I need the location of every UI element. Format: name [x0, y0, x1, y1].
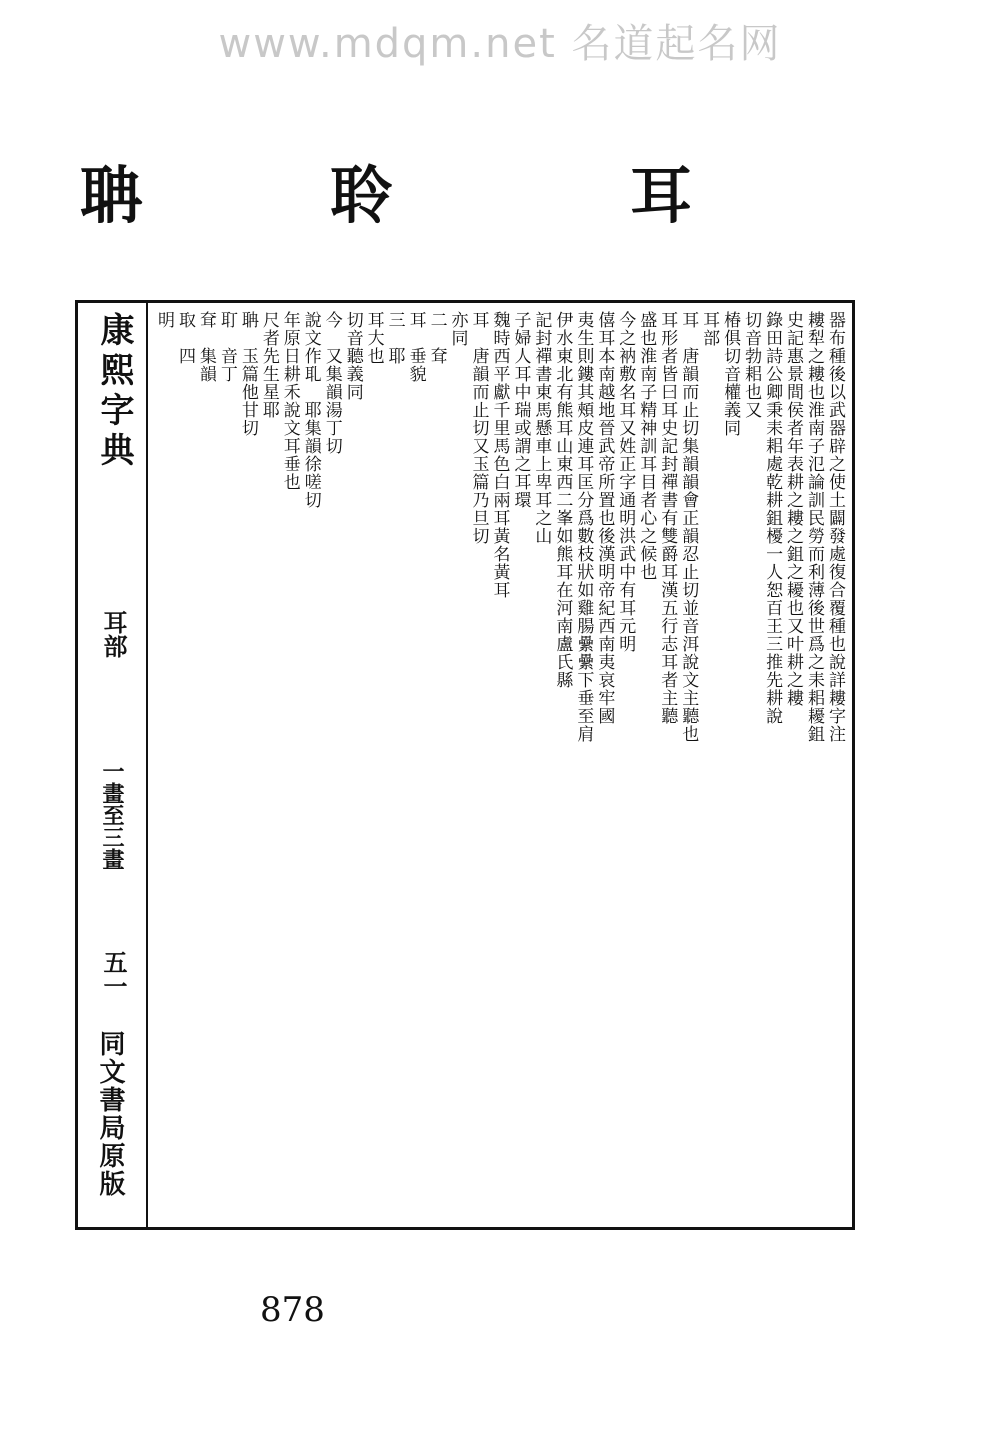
seal-glyph-1: 聃	[80, 159, 143, 232]
text-column: 今之衲敷名耳又姓正字通明洪武中有耳元明	[615, 311, 636, 653]
seal-glyph-3: 耳	[630, 159, 693, 232]
text-column: 聃 玉篇他甘切	[237, 311, 258, 437]
text-column: 器布種後以武器辟之使土闢發處復合覆種也說詳耬字注	[825, 311, 845, 743]
text-column: 取 四	[174, 311, 195, 365]
text-column: 今 又集韻湯丁切	[321, 311, 342, 455]
text-column: 三 耶	[384, 311, 405, 365]
text-column: 耳 唐韻而止切又玉篇乃旦切	[468, 311, 489, 545]
stroke-range: 一畫至三畫	[99, 760, 124, 870]
text-column: 記封禪書東馬懸車上卑耳之山	[531, 311, 552, 545]
text-column: 切音勃耜也又	[741, 311, 762, 419]
text-column: 史記惠景間侯者年表耕之耬之鉏之耰也又叶耕之耬	[783, 311, 804, 707]
text-column: 耳形者皆曰耳史記封禪書有雙爵耳漢五行志耳者主聽	[657, 311, 678, 725]
book-title: 康熙字典	[94, 312, 134, 472]
text-column: 椿俱切音權義同	[720, 311, 741, 437]
text-column: 亦同	[447, 311, 468, 347]
text-column: 耳 垂貌	[405, 311, 426, 383]
text-column: 耳 唐韻而止切集韻韻會正韻忍止切並音洱說文主聽也	[678, 311, 699, 743]
text-column: 僖耳本南越地晉武帝所置也後漢明帝紀西南夷哀牢國	[594, 311, 615, 725]
text-column: 夷生則鏤其頰皮連耳匡分爲數枝狀如雞腸纍纍下垂至肩	[573, 311, 594, 743]
text-column: 魏時西平獻千里馬色白兩耳黃名黃耳	[489, 311, 510, 599]
text-column: 耳部	[699, 311, 720, 347]
text-column: 耳大也	[363, 311, 384, 365]
text-column: 切音聽義同	[342, 311, 363, 401]
text-column: 耬犁之耬也淮南子氾論訓民勞而利薄後世爲之耒耜耰鉏	[804, 311, 825, 743]
text-column: 明	[153, 311, 174, 329]
page-number: 878	[260, 1290, 325, 1330]
text-column: 尺者先生星耶	[258, 311, 279, 419]
text-column: 盛也淮南子精神訓耳目者心之候也	[636, 311, 657, 581]
text-column: 二 耷	[426, 311, 447, 365]
watermark: www.mdqm.net 名道起名网	[218, 21, 782, 67]
text-column: 說文作耴 耶集韻徐嗟切	[300, 311, 321, 509]
seal-glyph-2: 聆	[330, 159, 393, 232]
text-column: 伊水東北有熊耳山東西二峯如熊耳在河南盧氏縣	[552, 311, 573, 689]
text-column: 錄田詩公卿秉耒耜處乾耕鉏櫌一人恕百王三推先耕說	[762, 311, 783, 725]
text-column: 耵 音丁	[216, 311, 237, 383]
text-column: 年原日耕禾說文耳垂也	[279, 311, 300, 491]
publisher-label: 同文書局原版	[95, 1030, 125, 1198]
text-column: 耷 集韻	[195, 311, 216, 383]
leaf-number: 五一	[99, 950, 127, 998]
text-column: 子婦人耳中瑞或謂之耳環	[510, 311, 531, 509]
dictionary-text	[150, 303, 852, 1227]
radical-label: 耳部	[99, 610, 127, 658]
